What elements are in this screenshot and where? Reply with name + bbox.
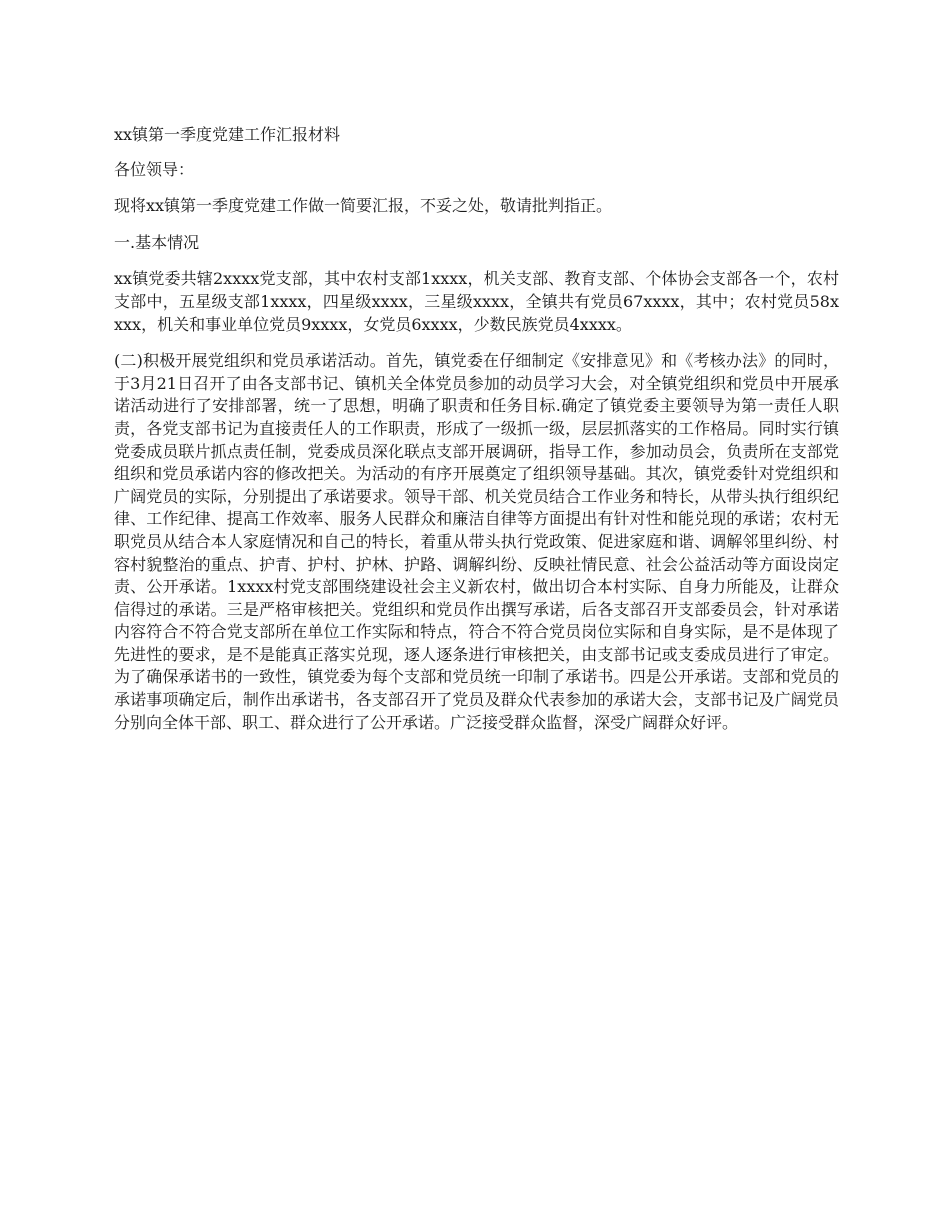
document-title: xx镇第一季度党建工作汇报材料 <box>114 125 341 144</box>
document-body <box>114 124 839 748</box>
commitment-paragraph: (二)积极开展党组织和党员承诺活动。首先，镇党委在仔细制定《安排意见》和《考核办法》的同时，于3月21日召开了由各支部书记、镇机关全体党员参加的动员学习大会，对全镇党组织和党员中开展承诺活动进行了安排部署，统一了思想，明确了职责和任务目标.确定了镇党委主要领导为第一责任人职责，各党支部书记为直接责任人的工作职责，形成了一级抓一级，层层抓落实的工作格局。同时实行镇党委成员联片抓点责任制，党委成员深化联点支部开展调研，指导工作，参加动员会，负责所在支部党组织和党员承诺内容的修改把关。为活动的有序开展奠定了组织领导基础。其次，镇党委针对党组织和广阔党员的实际，分别提出了承诺要求。领导干部、机关党员结合工作业务和特长，从带头执行组织纪律、工作纪律、提高工作效率、服务人民群众和廉洁自律等方面提出有针对性和能兑现的承诺；农村无职党员从结合本人家庭情况和自己的特长，着重从带头执行党政策、促进家庭和谐、调解邻里纠纷、村容村貌整治的重点、护青、护村、护林、护路、调解纠纷、反映社情民意、社会公益活动等方面设岗定责、公开承诺。1xxxx村党支部围绕建设社会主义新农村，做出切合本村实际、自身力所能及，让群众信得过的承诺。三是严格审核把关。党组织和党员作出撰写承诺，后各支部召开支部委员会，针对承诺内容符合不符合党支部所在单位工作实际和特点，符合不符合党员岗位实际和自身实际，是不是体现了先进性的要求，是不是能真正落实兑现，逐人逐条进行审核把关，由支部书记或支委成员进行了审定。为了确保承诺书的一致性，镇党委为每个支部和党员统一印制了承诺书。四是公开承诺。支部和党员的承诺事项确定后，制作出承诺书，各支部召开了党员及群众代表参加的承诺大会，支部书记及广阔党员分别向全体干部、职工、群众进行了公开承诺。广泛接受群众监督，深受广阔群众好评。 <box>114 351 839 732</box>
section-heading-basic: 一.基本情况 <box>114 232 200 252</box>
intro-paragraph: 现将xx镇第一季度党建工作做一简要汇报，不妥之处，敬请批判指正。 <box>114 196 613 216</box>
salutation: 各位领导： <box>114 159 195 179</box>
basic-info-paragraph: xx镇党委共辖2xxxx党支部，其中农村支部1xxxx，机关支部、教育支部、个体协会支部各一个，农村支部中，五星级支部1xxxx，四星级xxxx，三星级xxxx，全镇共有党员67xxxx，其中；农村党员58xxxx，机关和事业单位党员9xxxx，女党员6xxxx，少数民族党员4xxxx。 <box>114 269 839 334</box>
